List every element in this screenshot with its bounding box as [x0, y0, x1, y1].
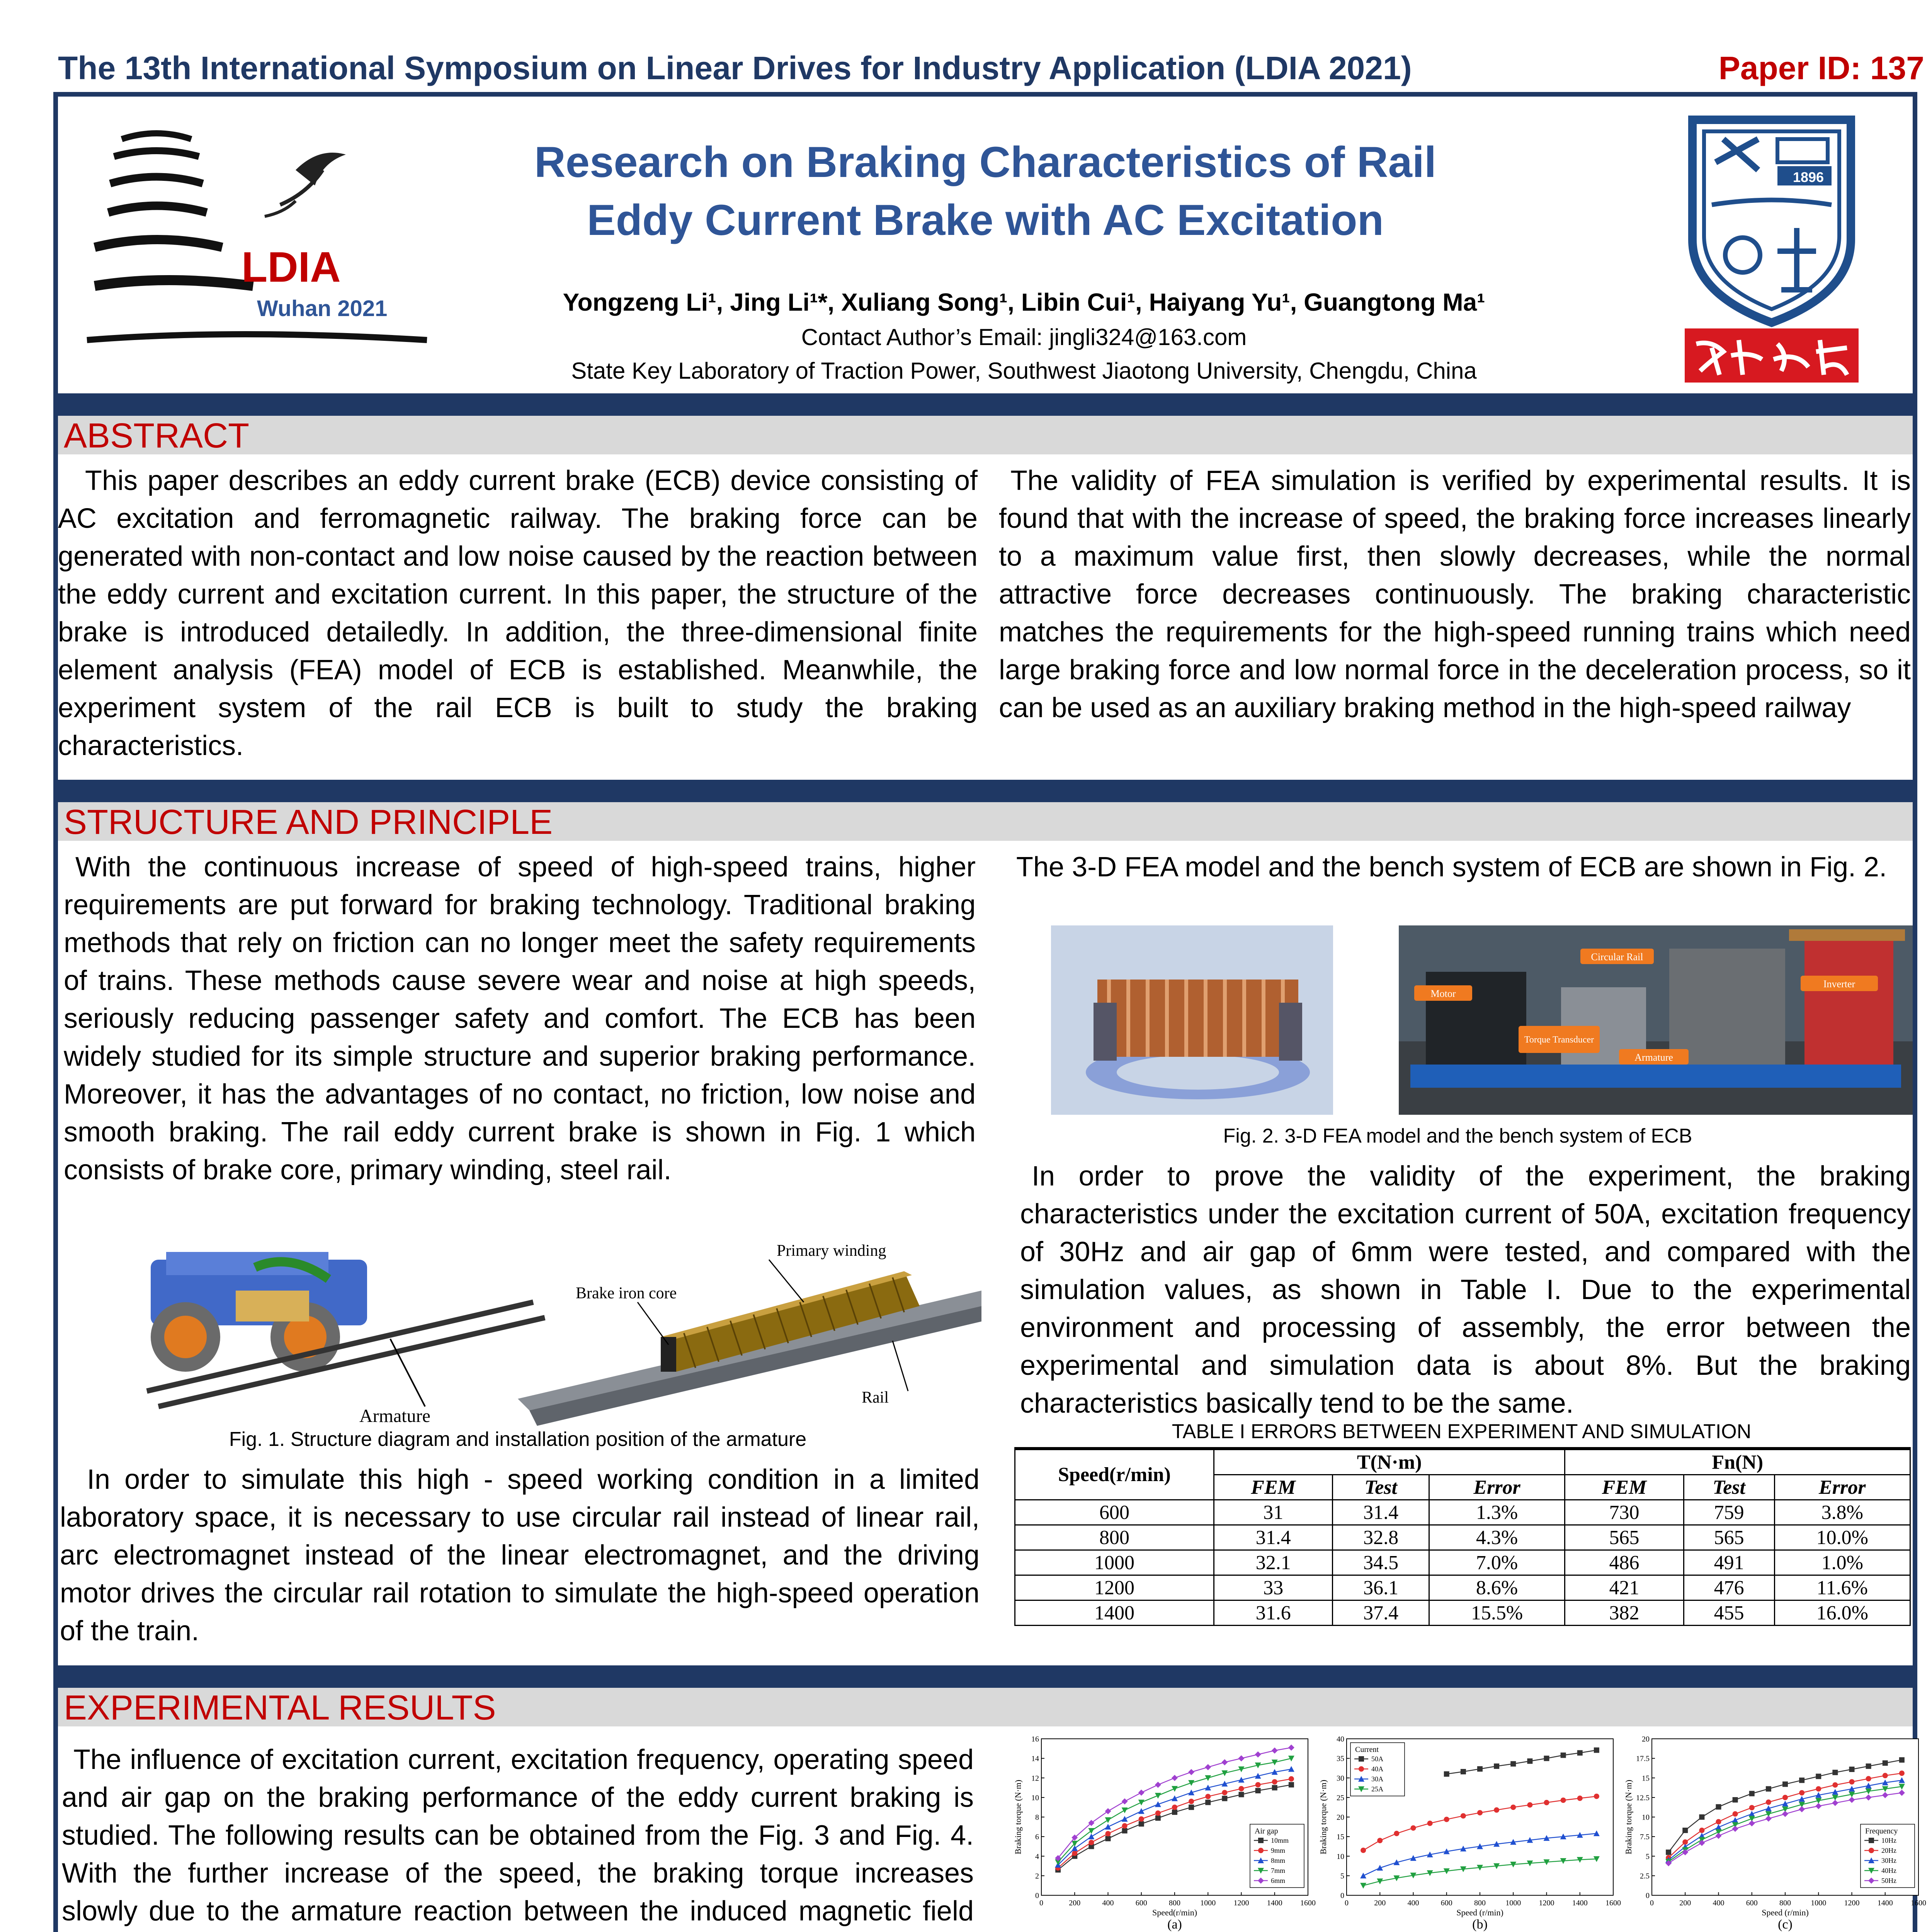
table-header-speed: Speed(r/min)	[1015, 1450, 1214, 1500]
fig2-circular-label: Circular Rail	[1591, 951, 1643, 963]
data-point	[1272, 1779, 1277, 1784]
logo-text: LDIA	[242, 243, 341, 291]
data-point	[1461, 1769, 1466, 1774]
table-cell: 3.8%	[1774, 1500, 1910, 1525]
data-point	[1494, 1764, 1499, 1769]
crest-year: 1896	[1793, 169, 1824, 185]
x-axis-label: Speed (r/min)	[1762, 1908, 1809, 1917]
y-tick-label: 0	[1340, 1891, 1344, 1900]
data-point	[1394, 1831, 1399, 1836]
fig1-primary-label: Primary winding	[777, 1242, 886, 1260]
table-cell: 1000	[1015, 1550, 1214, 1575]
table-subheader: FEM	[1565, 1475, 1684, 1500]
table-cell: 1.3%	[1429, 1500, 1565, 1525]
table-cell: 455	[1684, 1600, 1774, 1626]
x-tick-label: 0	[1039, 1899, 1043, 1907]
section-divider	[58, 1665, 1913, 1688]
fig1-rail-label: Rail	[862, 1389, 889, 1406]
y-tick-label: 4	[1035, 1852, 1039, 1861]
table-row	[1015, 1575, 1910, 1600]
x-tick-label: 1600	[1300, 1899, 1316, 1907]
structure-left-text-2: In order to simulate this high - speed working condition in a limited laboratory space, it is necessary to use circular rail instead of linear rail, arc electromagnet instead of the linear electromagnet, and the driving motor drives the circular rail rotation to simulate the high-speed operation of the train.	[60, 1464, 980, 1646]
data-point	[1239, 1786, 1244, 1791]
legend	[1250, 1824, 1304, 1888]
data-point	[1361, 1848, 1366, 1853]
table-cell: 34.5	[1333, 1550, 1429, 1575]
x-tick-label: 400	[1713, 1899, 1725, 1907]
y-tick-label: 5	[1340, 1872, 1344, 1881]
data-point	[1561, 1753, 1566, 1758]
table-cell: 31.4	[1214, 1525, 1333, 1550]
data-point	[1883, 1760, 1888, 1766]
data-point	[1716, 1804, 1721, 1810]
university-calligraphy-logo	[1685, 328, 1859, 383]
y-tick-label: 8	[1035, 1813, 1039, 1822]
data-point	[1733, 1797, 1738, 1803]
y-tick-label: 16	[1031, 1735, 1039, 1743]
data-point	[1816, 1774, 1821, 1779]
legend-entry: 10Hz	[1881, 1837, 1896, 1844]
data-point	[1172, 1810, 1177, 1815]
fig2-caption: Fig. 2. 3-D FEA model and the bench system of ECB	[1223, 1125, 1692, 1147]
table-cell: 8.6%	[1429, 1575, 1565, 1600]
y-tick-label: 2.5	[1640, 1872, 1650, 1881]
table-cell: 382	[1565, 1600, 1684, 1626]
table-cell: 11.6%	[1774, 1575, 1910, 1600]
data-point	[1272, 1785, 1277, 1791]
data-point	[1510, 1761, 1516, 1767]
table-cell: 7.0%	[1429, 1550, 1565, 1575]
fig2-inverter-label: Inverter	[1823, 978, 1855, 990]
data-point	[1427, 1821, 1433, 1826]
table-subheader: Error	[1429, 1475, 1565, 1500]
table-cell: 37.4	[1333, 1600, 1429, 1626]
fea-model-icon	[1051, 925, 1333, 1115]
section-heading-structure: STRUCTURE AND PRINCIPLE	[58, 802, 1913, 841]
structure-right-text-2: In order to prove the validity of the experiment, the braking characteristics under the excitation current of 50A, excitation frequency of 30Hz and air gap of 6mm were tested, and compared with the simulation values, as shown in Table I. Due to the experimental environment and processing of assembly, the error between the experimental and simulation data is about 8%. But the braking characteristics basically tend to be the same.	[1020, 1161, 1911, 1419]
data-point	[1866, 1776, 1871, 1781]
data-point	[1749, 1805, 1755, 1810]
y-axis-label: Braking torque (N·m)	[1013, 1779, 1023, 1855]
data-point	[1072, 1850, 1077, 1856]
affiliation: State Key Laboratory of Traction Power, Southwest Jiaotong University, Chengdu, China	[571, 358, 1477, 384]
table-cell: 33	[1214, 1575, 1333, 1600]
section-divider	[58, 393, 1913, 416]
panel-label: (a)	[1167, 1917, 1182, 1932]
legend-entry: 7mm	[1271, 1867, 1286, 1874]
table-cell: 32.1	[1214, 1550, 1333, 1575]
table-caption: TABLE I ERRORS BETWEEN EXPERIMENT AND SIMULATION	[1172, 1420, 1752, 1443]
data-point	[1699, 1828, 1704, 1833]
x-tick-label: 0	[1650, 1899, 1654, 1907]
x-tick-label: 1000	[1200, 1899, 1216, 1907]
data-point	[1749, 1791, 1755, 1796]
table-row	[1015, 1500, 1910, 1525]
data-point	[1849, 1779, 1855, 1784]
data-point	[1205, 1800, 1211, 1805]
table-cell: 486	[1565, 1550, 1684, 1575]
data-point	[1155, 1815, 1161, 1821]
table-cell: 31.4	[1333, 1500, 1429, 1525]
data-point	[1258, 1838, 1264, 1843]
data-point	[1527, 1802, 1532, 1808]
x-tick-label: 0	[1345, 1899, 1349, 1907]
data-point	[1544, 1800, 1549, 1805]
x-axis-label: Speed(r/min)	[1152, 1908, 1197, 1917]
panel-label: (b)	[1472, 1917, 1488, 1932]
x-tick-label: 200	[1679, 1899, 1691, 1907]
ldia-emblem-icon	[79, 120, 439, 359]
data-point	[1766, 1786, 1771, 1792]
y-tick-label: 0	[1035, 1891, 1039, 1900]
x-tick-label: 600	[1440, 1899, 1452, 1907]
table-header-normal-force: Fn(N)	[1565, 1450, 1910, 1475]
table-cell: 31.6	[1214, 1600, 1333, 1626]
data-point	[1122, 1828, 1128, 1833]
table-cell: 421	[1565, 1575, 1684, 1600]
data-point	[1258, 1848, 1264, 1853]
legend-entry: 30Hz	[1881, 1857, 1896, 1864]
data-point	[1494, 1807, 1499, 1813]
table-row	[1015, 1525, 1910, 1550]
error-table	[1014, 1449, 1911, 1626]
error-table-wrap	[1014, 1447, 1911, 1626]
data-point	[1205, 1794, 1211, 1799]
y-tick-label: 40	[1337, 1735, 1344, 1743]
table-cell: 1400	[1015, 1600, 1214, 1626]
y-tick-label: 17.5	[1636, 1754, 1650, 1763]
y-tick-label: 35	[1337, 1754, 1344, 1763]
y-tick-label: 10	[1642, 1813, 1650, 1822]
title-line-2: Eddy Current Brake with AC Excitation	[587, 196, 1384, 244]
table-cell: 491	[1684, 1550, 1774, 1575]
data-point	[1733, 1811, 1738, 1816]
data-point	[1577, 1796, 1583, 1801]
abstract-right: The validity of FEA simulation is verified by experimental results. It is found that with the increase of speed, the braking force increases linearly to a maximum value first, then slowly decreases, while the normal attractive force decreases continuously. The braking characteristic matches the requirements for the high-speed running trains which need large braking force and low normal force in the deceleration process, so it can be used as an auxiliary braking method in the high-speed railway	[999, 465, 1911, 723]
bench-photo-icon	[1399, 925, 1913, 1115]
table-cell: 1.0%	[1774, 1550, 1910, 1575]
table-cell: 1200	[1015, 1575, 1214, 1600]
panel-label: (c)	[1778, 1917, 1793, 1932]
bogie-and-brake-illustration	[89, 1244, 985, 1426]
y-tick-label: 25	[1337, 1793, 1344, 1802]
data-point	[1577, 1750, 1583, 1755]
fig2-torque-label: Torque Transducer	[1524, 1035, 1594, 1045]
data-point	[1699, 1815, 1704, 1820]
conference-title: The 13th International Symposium on Linear Drives for Industry Application (LDIA 2021)	[58, 50, 1412, 86]
data-point	[1816, 1786, 1821, 1792]
section-divider	[58, 780, 1913, 802]
legend-entry: 40A	[1371, 1765, 1383, 1773]
data-point	[1766, 1799, 1771, 1805]
x-tick-label: 1200	[1844, 1899, 1860, 1907]
fig1-caption: Fig. 1. Structure diagram and installation position of the armature	[229, 1428, 807, 1451]
data-point	[1561, 1798, 1566, 1803]
legend-entry: 8mm	[1271, 1857, 1286, 1864]
table-cell: 10.0%	[1774, 1525, 1910, 1550]
data-point	[1799, 1777, 1804, 1783]
fig3a-chart	[1012, 1735, 1314, 1932]
table-row	[1015, 1550, 1910, 1575]
x-tick-label: 1000	[1811, 1899, 1827, 1907]
data-point	[1444, 1771, 1449, 1777]
table-header-torque: T(N·m)	[1214, 1450, 1565, 1475]
data-point	[1782, 1795, 1788, 1800]
table-cell: 600	[1015, 1500, 1214, 1525]
data-point	[1544, 1756, 1549, 1761]
data-point	[1866, 1764, 1871, 1769]
table-cell: 31	[1214, 1500, 1333, 1525]
table-cell: 730	[1565, 1500, 1684, 1525]
table-cell: 565	[1565, 1525, 1684, 1550]
bench-system-photo	[1399, 925, 1913, 1115]
data-point	[1832, 1782, 1838, 1787]
table-cell: 32.8	[1333, 1525, 1429, 1550]
data-point	[1139, 1821, 1144, 1827]
data-point	[1189, 1804, 1194, 1810]
data-point	[1899, 1770, 1905, 1776]
fig3c-chart	[1623, 1735, 1924, 1932]
section-heading-abstract: ABSTRACT	[58, 416, 1913, 454]
data-point	[1155, 1810, 1161, 1816]
data-point	[1461, 1813, 1466, 1818]
university-shield-icon	[1681, 112, 1862, 328]
data-point	[1359, 1766, 1364, 1772]
data-point	[1666, 1850, 1671, 1855]
figure-1	[89, 1244, 985, 1426]
legend-title: Frequency	[1865, 1827, 1898, 1835]
legend-entry: 50Hz	[1881, 1877, 1896, 1884]
legend-entry: 20Hz	[1881, 1847, 1896, 1854]
y-tick-label: 30	[1337, 1774, 1344, 1783]
table-cell: 16.0%	[1774, 1600, 1910, 1626]
fig1-core-label: Brake iron core	[576, 1284, 677, 1302]
data-point	[1122, 1823, 1128, 1828]
fig2-armature-label: Armature	[1634, 1052, 1673, 1063]
y-tick-label: 6	[1035, 1833, 1039, 1842]
y-tick-label: 0	[1646, 1891, 1650, 1900]
y-tick-label: 20	[1337, 1813, 1344, 1822]
x-tick-label: 600	[1135, 1899, 1147, 1907]
poster-title	[425, 133, 1546, 249]
table-cell: 800	[1015, 1525, 1214, 1550]
x-tick-label: 1600	[1911, 1899, 1926, 1907]
x-tick-label: 800	[1474, 1899, 1486, 1907]
legend-entry: 10mm	[1271, 1837, 1289, 1844]
y-tick-label: 10	[1337, 1852, 1344, 1861]
data-point	[1849, 1767, 1855, 1772]
data-point	[1222, 1790, 1227, 1795]
data-point	[1105, 1836, 1111, 1841]
x-tick-label: 1200	[1233, 1899, 1249, 1907]
data-point	[1444, 1817, 1449, 1822]
calligraphy-icon	[1685, 328, 1859, 383]
y-tick-label: 10	[1031, 1793, 1039, 1802]
table-subheader: Test	[1333, 1475, 1429, 1500]
abstract-left: This paper describes an eddy current brake (ECB) device consisting of AC excitation and ferromagnetic railway. The braking force can be generated with non-contact and low noise caused by the reaction between the eddy current and excitation current. In this paper, the structure of the brake is introduced detailedly. In addition, the three-dimensional finite element analysis (FEA) model of ECB is established. Meanwhile, the experiment system of the rail ECB is built to study the braking characteristics.	[58, 465, 978, 761]
structure-right-text-1: The 3-D FEA model and the bench system of ECB are shown in Fig. 2.	[1016, 852, 1887, 883]
logo-subtext: Wuhan 2021	[257, 296, 388, 321]
table-row	[1015, 1600, 1910, 1626]
x-tick-label: 1000	[1505, 1899, 1521, 1907]
data-point	[1682, 1828, 1688, 1833]
results-text-1: The influence of excitation current, excitation frequency, operating speed and air gap on the braking performance of the eddy current braking is studied. The following results can be obtained from the Fig. 3 and Fig. 4. With the further increase of the speed, the braking torque increases slowly due to the armature reaction between the induced magnetic field	[62, 1744, 974, 1927]
authors: Yongzeng Li¹, Jing Li¹*, Xuliang Song¹, Libin Cui¹, Haiyang Yu¹, Guangtong Ma¹	[563, 288, 1485, 316]
legend	[1350, 1743, 1405, 1796]
data-point	[1139, 1816, 1144, 1822]
legend-entry: 40Hz	[1881, 1867, 1896, 1874]
legend-entry: 25A	[1371, 1785, 1383, 1793]
y-axis-label: Braking torque (N·m)	[1318, 1779, 1328, 1855]
data-point	[1799, 1790, 1804, 1796]
data-point	[1189, 1799, 1194, 1804]
data-point	[1377, 1838, 1383, 1843]
legend-entry: 6mm	[1271, 1877, 1286, 1884]
x-tick-label: 1400	[1267, 1899, 1282, 1907]
data-point	[1255, 1782, 1261, 1787]
table-cell: 4.3%	[1429, 1525, 1565, 1550]
data-point	[1869, 1838, 1874, 1843]
table-cell: 565	[1684, 1525, 1774, 1550]
data-point	[1510, 1804, 1516, 1810]
x-tick-label: 600	[1746, 1899, 1758, 1907]
y-tick-label: 12	[1031, 1774, 1039, 1783]
legend-entry: 50A	[1371, 1755, 1383, 1763]
title-line-1: Research on Braking Characteristics of Rail	[534, 138, 1437, 186]
x-tick-label: 1600	[1605, 1899, 1621, 1907]
y-tick-label: 14	[1031, 1754, 1039, 1763]
y-tick-label: 15	[1642, 1774, 1650, 1783]
fea-model-image	[1051, 925, 1333, 1115]
x-tick-label: 200	[1374, 1899, 1386, 1907]
data-point	[1883, 1773, 1888, 1778]
y-tick-label: 20	[1642, 1735, 1650, 1743]
data-point	[1869, 1848, 1874, 1853]
x-axis-label: Speed (r/min)	[1456, 1908, 1503, 1917]
table-subheader: Error	[1774, 1475, 1910, 1500]
table-cell: 759	[1684, 1500, 1774, 1525]
table-cell: 36.1	[1333, 1575, 1429, 1600]
data-point	[1255, 1788, 1261, 1793]
data-point	[1088, 1840, 1094, 1845]
x-tick-label: 1200	[1539, 1899, 1554, 1907]
fig1-armature-label: Armature	[359, 1406, 430, 1426]
x-tick-label: 1400	[1572, 1899, 1588, 1907]
data-point	[1899, 1757, 1905, 1763]
data-point	[1172, 1804, 1177, 1810]
table-subheader: Test	[1684, 1475, 1774, 1500]
paper-id: Paper ID: 137	[1718, 50, 1924, 86]
conference-header	[58, 49, 1924, 92]
data-point	[1782, 1781, 1788, 1787]
university-crest	[1681, 112, 1862, 328]
legend	[1861, 1824, 1915, 1888]
data-point	[1594, 1794, 1599, 1799]
data-point	[1716, 1819, 1721, 1825]
y-axis-label: Braking torque (N·m)	[1624, 1779, 1633, 1855]
x-tick-label: 400	[1102, 1899, 1114, 1907]
data-point	[1239, 1792, 1244, 1797]
y-tick-label: 12.5	[1636, 1793, 1650, 1802]
x-tick-label: 800	[1779, 1899, 1791, 1907]
table-cell: 476	[1684, 1575, 1774, 1600]
legend-title: Current	[1355, 1745, 1379, 1754]
data-point	[1594, 1747, 1599, 1753]
x-tick-label: 200	[1069, 1899, 1081, 1907]
data-point	[1105, 1831, 1111, 1837]
legend-entry: 30A	[1371, 1775, 1383, 1783]
x-tick-label: 800	[1169, 1899, 1180, 1907]
section-heading-results: EXPERIMENTAL RESULTS	[58, 1688, 1913, 1726]
y-tick-label: 7.5	[1640, 1833, 1650, 1842]
data-point	[1289, 1776, 1294, 1782]
y-tick-label: 2	[1035, 1872, 1039, 1881]
data-point	[1359, 1756, 1364, 1762]
data-point	[1527, 1759, 1532, 1764]
x-tick-label: 1400	[1877, 1899, 1893, 1907]
y-tick-label: 5	[1646, 1852, 1650, 1861]
table-subheader: FEM	[1214, 1475, 1333, 1500]
figure-3	[1012, 1735, 1932, 1932]
data-point	[1477, 1810, 1483, 1815]
fig2-motor-label: Motor	[1430, 988, 1456, 999]
structure-left-text-1: With the continuous increase of speed of high-speed trains, higher requirements are put forward for braking technology. Traditional braking methods that rely on friction can no longer meet the safety requirements of trains. These methods cause severe wear and noise at high speeds, seriously reducing passenger safety and comfort. The ECB has been widely studied for its simple structure and superior braking performance. Moreover, it has the advantages of no contact, no friction, low noise and smooth braking. The rail eddy current brake is shown in Fig. 1 which consists of brake core, primary winding, steel rail.	[64, 852, 976, 1185]
y-tick-label: 15	[1337, 1833, 1344, 1842]
legend-entry: 9mm	[1271, 1847, 1286, 1854]
ldia-logo	[79, 120, 439, 359]
fig3b-chart	[1318, 1735, 1619, 1932]
x-tick-label: 400	[1407, 1899, 1419, 1907]
data-point	[1832, 1770, 1838, 1775]
contact-email: Contact Author’s Email: jingli324@163.com	[801, 324, 1247, 350]
data-point	[1411, 1825, 1416, 1831]
table-cell: 15.5%	[1429, 1600, 1565, 1626]
legend-title: Air gap	[1255, 1827, 1278, 1835]
data-point	[1477, 1766, 1483, 1772]
data-point	[1222, 1796, 1227, 1801]
data-point	[1289, 1782, 1294, 1787]
